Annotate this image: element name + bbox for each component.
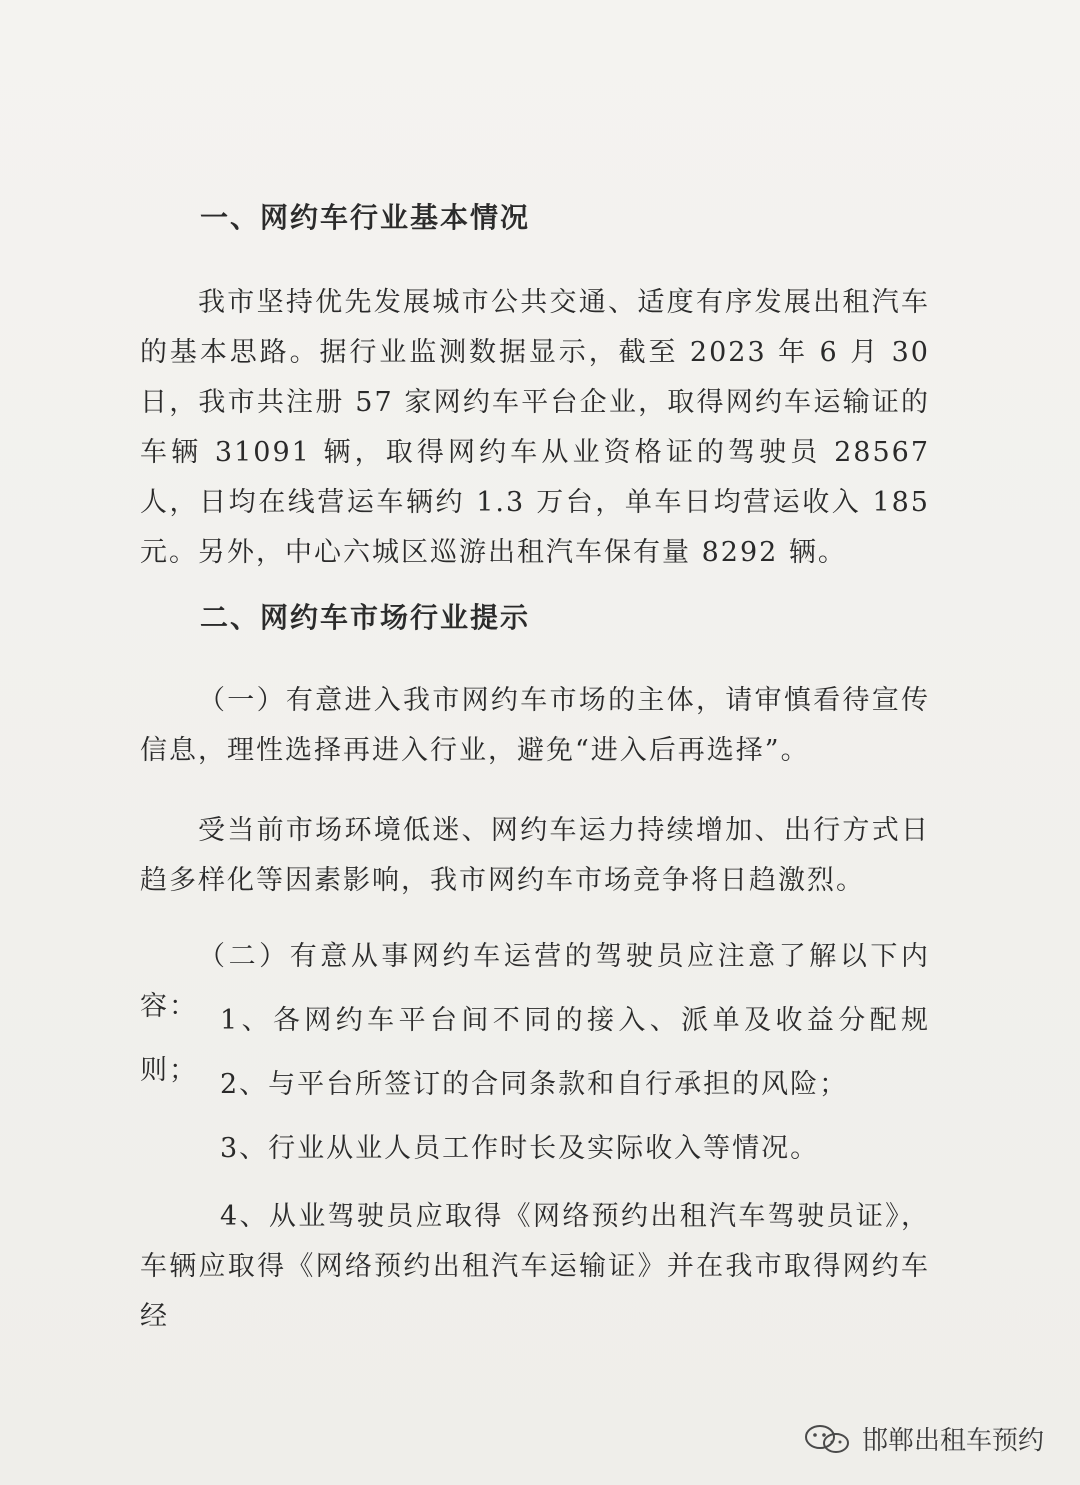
watermark-text: 邯郸出租车预约 [861, 1426, 1044, 1456]
list-item: 2、与平台所签订的合同条款和自行承担的风险； [220, 1069, 849, 1100]
wechat-icon [802, 1422, 854, 1456]
list-item: 3、行业从业人员工作时长及实际收入等情况。 [220, 1133, 820, 1164]
section2-heading: 二、网约车市场行业提示 [200, 601, 531, 634]
section1-heading: 一、网约车行业基本情况 [200, 201, 531, 234]
wechat-watermark [802, 1420, 1044, 1457]
list-item: 4、从业驾驶员应取得《网络预约出租汽车驾驶员证》，车辆应取得《网络预约出租汽车运输证》并在我市取得网约车经 [140, 1201, 930, 1332]
section2-sub2: （二）有意从事网约车运营的驾驶员应注意了解以下内容： [140, 941, 930, 1022]
section2-sub1: （一）有意进入我市网约车市场的主体，请审慎看待宣传信息，理性选择再进入行业，避免“进入后再选择”。 [140, 685, 930, 766]
section2-paragraph: 受当前市场环境低迷、网约车运力持续增加、出行方式日趋多样化等因素影响，我市网约车市场竞争将日趋激烈。 [140, 815, 930, 896]
section1-paragraph: 我市坚持优先发展城市公共交通、适度有序发展出租汽车的基本思路。据行业监测数据显示，截至 2023 年 6 月 30 日，我市共注册 57 家网约车平台企业，取得网约车运输证的车辆 31091 辆，取得网约车从业资格证的驾驶员 28567 人，日均在线营运车辆约 1.3 万台，单车日均营运收入 185 元。另外，中心六城区巡游出租汽车保有量 8292 辆。 [140, 287, 930, 568]
list-item: 1、各网约车平台间不同的接入、派单及收益分配规则； [140, 1005, 930, 1086]
